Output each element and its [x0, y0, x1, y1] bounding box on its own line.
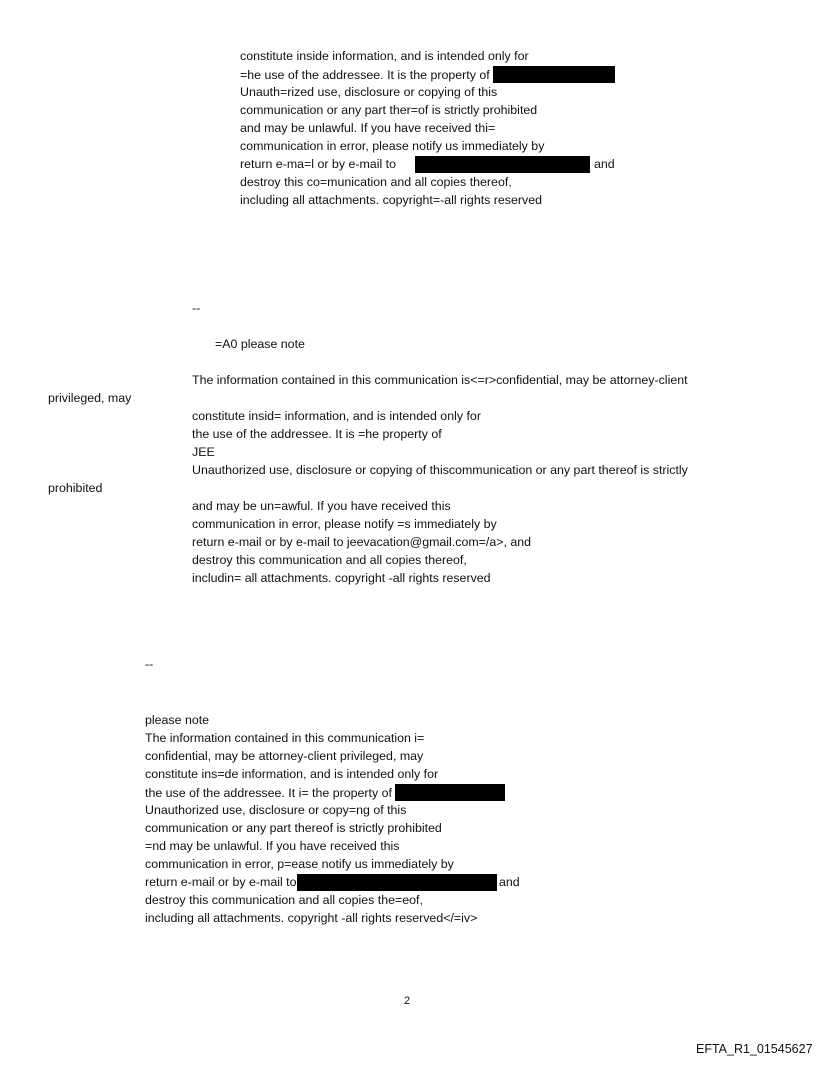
text-line: JEE — [192, 445, 215, 459]
text-line: including all attachments. copyright=-all rights reserved — [240, 193, 542, 207]
text-line — [145, 784, 505, 801]
text-line: destroy this communication and all copies thereof, — [192, 553, 467, 567]
text-line — [240, 66, 615, 83]
text-line: The information contained in this communication i= — [145, 731, 425, 745]
text-line: and — [499, 875, 520, 889]
text-line: includin= all attachments. copyright -all rights reserved — [192, 571, 491, 585]
note-heading: =A0 please note — [215, 337, 305, 351]
text-line: =nd may be unlawful. If you have received this — [145, 839, 400, 853]
text-line: destroy this co=munication and all copies thereof, — [240, 175, 512, 189]
text-line: Unauth=rized use, disclosure or copying of this — [240, 85, 498, 99]
text-line: confidential, may be attorney-client privileged, may — [145, 749, 424, 763]
text-line: constitute inside information, and is intended only for — [240, 49, 529, 63]
text-line: return e-ma=l or by e-mail to — [240, 157, 396, 171]
document-id: EFTA_R1_01545627 — [696, 1042, 813, 1056]
text-line: The information contained in this communication is<=r>confidential, may be attorney-client — [192, 373, 688, 387]
text-line: and may be un=awful. If you have received this — [192, 499, 451, 513]
redaction-box — [415, 156, 590, 173]
text-line: constitute insid= information, and is intended only for — [192, 409, 481, 423]
text-line: privileged, may — [48, 391, 132, 405]
redaction-box — [395, 784, 505, 801]
text-line: the use of the addressee. It is =he property of — [192, 427, 442, 441]
note-heading: please note — [145, 713, 210, 727]
text-line: Unauthorized use, disclosure or copying of thiscommunication or any part thereof is strictly — [192, 463, 688, 477]
text-line: return e-mail or by e-mail to jeevacation@gmail.com=/a>, and — [192, 535, 532, 549]
text-line: Unauthorized use, disclosure or copy=ng of this — [145, 803, 407, 817]
text-line: including all attachments. copyright -all rights reserved</=iv> — [145, 911, 478, 925]
text-line: return e-mail or by e-mail to — [145, 875, 297, 889]
text-line: destroy this communication and all copies the=eof, — [145, 893, 423, 907]
separator: -- — [145, 657, 154, 671]
page-number: 2 — [404, 995, 411, 1007]
text-line: prohibited — [48, 481, 103, 495]
text-line: communication in error, p=ease notify us immediately by — [145, 857, 454, 871]
text-span: =he use of the addressee. It is the property of — [240, 68, 490, 82]
redaction-box — [297, 874, 497, 891]
text-line: and may be unlawful. If you have received thi= — [240, 121, 496, 135]
separator: -- — [192, 301, 201, 315]
text-line: communication in error, please notify =s immediately by — [192, 517, 497, 531]
text-line: communication in error, please notify us immediately by — [240, 139, 545, 153]
text-line: and — [594, 157, 615, 171]
redaction-box — [493, 66, 615, 83]
text-line: communication or any part ther=of is strictly prohibited — [240, 103, 538, 117]
text-line: constitute ins=de information, and is intended only for — [145, 767, 439, 781]
text-span: the use of the addressee. It i= the property of — [145, 786, 392, 800]
text-line: communication or any part thereof is strictly prohibited — [145, 821, 442, 835]
